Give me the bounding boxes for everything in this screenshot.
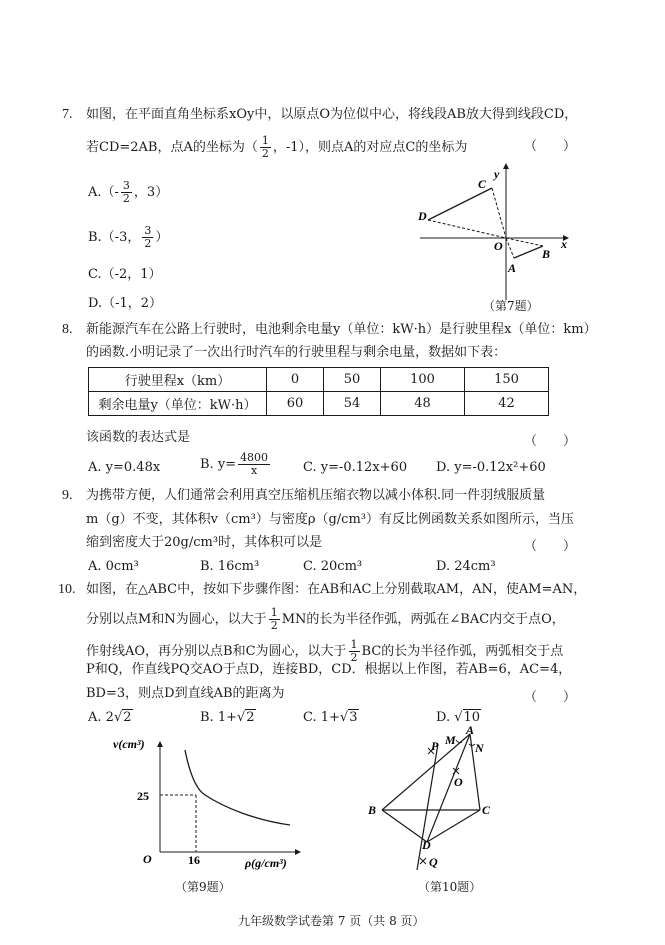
q7-fraction: $\frac{1}{2}$ [261, 134, 269, 160]
q7-option-b: B.（-3， $\frac{3}{2}$ ） [88, 224, 169, 250]
q8-data-table [88, 367, 549, 416]
q10-answer-paren: （ ） [524, 690, 577, 705]
q9-option-c: C. 20cm³ [303, 559, 363, 574]
q10-line5: BD=3，则点D到直线AB的距离为 [86, 686, 285, 701]
q10-label-q: Q [429, 855, 438, 869]
q8-option-b: B. y= $\frac{4800}{x}$ [200, 451, 269, 477]
q9-label-25: 25 [137, 789, 149, 803]
q10-label-a: A [466, 723, 475, 737]
q7-segment-ab [514, 246, 543, 258]
table-cell: 50 [324, 368, 381, 392]
q9-option-d: D. 24cm³ [436, 559, 496, 574]
q7-label-o: O [494, 239, 503, 253]
table-cell: 100 [381, 368, 465, 392]
q7-label-b: B [542, 247, 551, 261]
q9-line2: m（g）不变，其体积v（cm³）与密度ρ（g/cm³）有反比例函数关系如图所示，当压 [86, 512, 574, 527]
q9-curve [185, 750, 290, 825]
q9-option-a: A. 0cm³ [88, 559, 139, 574]
q7-segment-cd [428, 188, 492, 220]
q9-xlabel: ρ(g/cm³) [245, 856, 287, 870]
q7-figure [410, 150, 575, 315]
q10-caption: （第10题） [418, 880, 482, 894]
q7-label-x: x [561, 237, 567, 251]
q9-caption: （第9题） [175, 880, 231, 894]
q9-line1: 为携带方便，人们通常会利用真空压缩机压缩衣物以减小体积.同一件羽绒服质量 [86, 488, 546, 503]
q7-line2: 若CD=2AB，点A的坐标为（ $\frac{1}{2}$ ，-1），则点A的对应点C的坐标为 [86, 134, 468, 160]
q10-label-n: N [475, 741, 484, 755]
q9-number: 9. [62, 488, 73, 503]
q9-answer-paren: （ ） [524, 539, 577, 554]
q10-label-c: C [482, 803, 491, 817]
q10-label-p: P [431, 739, 439, 753]
q7-label-d: D [418, 209, 427, 223]
q9-option-b: B. 16cm³ [200, 559, 260, 574]
q10-option-c: C. 1+√3 [303, 710, 358, 725]
table-cell: 0 [267, 368, 324, 392]
q8-option-a: A. y=0.48x [88, 460, 161, 475]
q10-option-d: D. √10 [436, 710, 481, 725]
table-cell: 54 [324, 392, 381, 416]
table-cell: 150 [465, 368, 549, 392]
q10-label-m: M [445, 733, 456, 747]
q10-segment-cd [427, 810, 480, 842]
q7-label-c: C [478, 177, 487, 191]
q9-label-o: O [143, 852, 152, 866]
table-row [89, 392, 549, 416]
q7-option-d: D.（-1，2） [88, 296, 163, 311]
q8-answer-paren: （ ） [524, 434, 577, 449]
table-cell: 48 [381, 392, 465, 416]
q7-answer-paren: （ ） [524, 139, 577, 154]
q10-label-d: D [422, 838, 431, 852]
q8-number: 8. [62, 322, 73, 337]
q7-caption: （第7题） [483, 299, 539, 313]
q8-line3: 该函数的表达式是 [86, 430, 191, 445]
q10-label-o: O [454, 775, 463, 789]
q8-option-d: D. y=-0.12x²+60 [436, 460, 546, 475]
q9-label-16: 16 [188, 853, 200, 867]
q9-line3: 缩到密度大于20g/cm³时，其体积可以是 [86, 535, 323, 550]
q8-line2: 的函数.小明记录了一次出行时汽车的行驶里程与剩余电量，数据如下表： [86, 345, 507, 360]
table-cell: 60 [267, 392, 324, 416]
q7-option-a: A.（- $\frac{3}{2}$ ，3） [88, 179, 169, 205]
table-header-mileage: 行驶里程x（km） [89, 368, 267, 392]
table-cell: 42 [465, 392, 549, 416]
q7-label-a: A [508, 261, 517, 275]
q10-label-b: B [368, 803, 377, 817]
table-row [89, 368, 549, 392]
q9-figure [105, 730, 320, 875]
q10-line3: 作射线AO，再分别以点B和C为圆心，以大于 $\frac{1}{2}$ BC的长为半径作弧，两弧相交于点 [86, 638, 564, 664]
q8-option-c: C. y=-0.12x+60 [303, 460, 408, 475]
q7-option-c: C.（-2，1） [88, 267, 162, 282]
q7-label-y: y [494, 167, 500, 181]
q10-segment-bd [382, 810, 427, 842]
table-header-battery: 剩余电量y（单位：kW·h） [89, 392, 267, 416]
q8-line1: 新能源汽车在公路上行驶时，电池剩余电量y（单位：kW·h）是行驶里程x（单位：km） [86, 322, 597, 337]
q10-number: 10. [58, 582, 76, 597]
q10-option-b: B. 1+√2 [200, 710, 255, 725]
q7-number: 7. [62, 107, 73, 122]
q10-line4: P和Q，作直线PQ交AO于点D，连接BD，CD．根据以上作图，若AB=6，AC=4， [86, 662, 572, 677]
q10-line1: 如图，在△ABC中，按如下步骤作图：在AB和AC上分别截取AM，AN，使AM=AN， [86, 582, 587, 597]
q10-option-a: A. 2√2 [88, 710, 132, 725]
q9-ylabel: v(cm³) [113, 737, 145, 751]
q10-figure [360, 722, 510, 877]
q7-line1: 如图，在平面直角坐标系xOy中，以原点O为位似中心，将线段AB放大得到线段CD， [86, 107, 578, 122]
page-footer: 九年级数学试卷第 7 页（共 8 页） [238, 914, 425, 928]
q10-line2: 分别以点M和N为圆心，以大于 $\frac{1}{2}$ MN的长为半径作弧，两弧在∠BAC内交于点O， [86, 606, 565, 632]
